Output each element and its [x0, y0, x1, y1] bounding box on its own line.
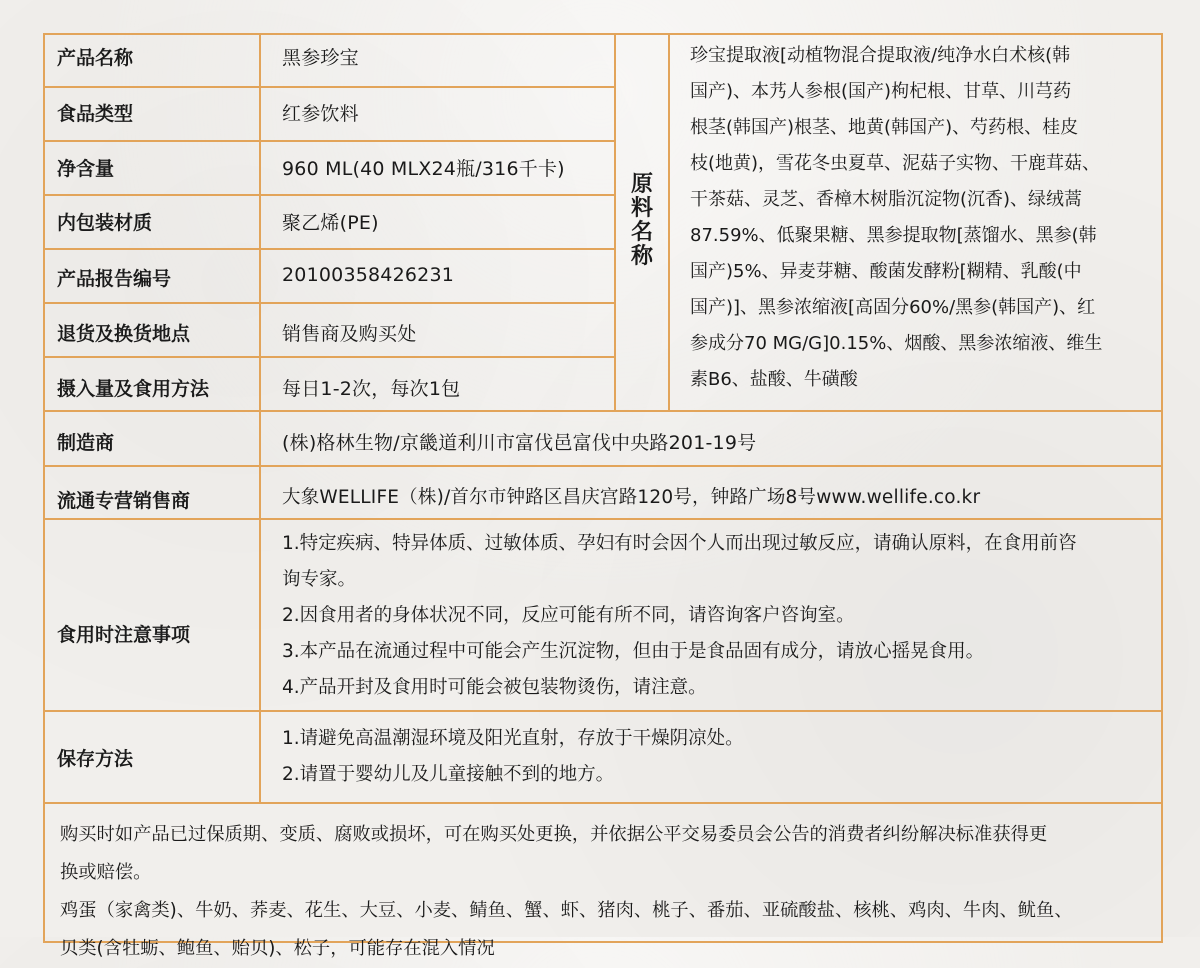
- row-value: 销售商及购买处: [282, 323, 417, 345]
- row-value: 聚乙烯(PE): [282, 212, 379, 234]
- storage-label: 保存方法: [57, 748, 134, 770]
- row-divider: [43, 248, 615, 250]
- row-divider: [43, 802, 1163, 804]
- ingredients-line: 国产)5%、异麦芽糖、酸菌发酵粉[糊精、乳酸(中: [690, 261, 1082, 282]
- row-divider: [43, 356, 615, 358]
- precaution-line: 1.特定疾病、特异体质、过敏体质、孕妇有时会因个人而出现过敏反应，请确认原料，在食用前咨: [282, 533, 1077, 554]
- row-label: 内包装材质: [57, 212, 153, 234]
- row-divider: [43, 410, 1163, 412]
- distributor-label: 流通专营销售商: [57, 490, 191, 512]
- row-value: 20100358426231: [282, 264, 455, 286]
- row-value: 每日1-2次，每次1包: [282, 378, 461, 400]
- distributor-value: 大象WELLIFE（株)/首尔市钟路区昌庆宫路120号，钟路广场8号www.wellife.co.kr: [282, 487, 981, 508]
- storage-text: [282, 721, 1152, 793]
- row-value: 960 ML(40 MLX24瓶/316千卡): [282, 158, 565, 180]
- row-label: 退货及换货地点: [57, 323, 191, 345]
- row-label: 摄入量及食用方法: [57, 378, 210, 400]
- ingredients-label-char: 原: [630, 172, 653, 197]
- row-divider: [43, 710, 1163, 712]
- row-divider: [43, 518, 1163, 520]
- row-divider: [43, 465, 1163, 467]
- precaution-line: 3.本产品在流通过程中可能会产生沉淀物，但由于是食品固有成分，请放心摇晃食用。: [282, 641, 985, 662]
- ingredients-label-char: 称: [630, 244, 653, 269]
- ingredients-line: 枝(地黄)，雪花冬虫夏草、泥菇子实物、干鹿茸菇、: [690, 153, 1101, 174]
- ingredients-line: 根茎(韩国产)根茎、地黄(韩国产)、芍药根、桂皮: [690, 117, 1079, 138]
- precaution-line: 2.因食用者的身体状况不同，反应可能有所不同，请咨询客户咨询室。: [282, 605, 855, 626]
- precautions-label: 食用时注意事项: [57, 624, 191, 646]
- row-value: 红参饮料: [282, 103, 359, 125]
- ingredients-line: 国产)]、黑参浓缩液[高固分60%/黑参(韩国产)、红: [690, 297, 1096, 318]
- manufacturer-value: (株)格林生物/京畿道利川市富伐邑富伐中央路201-19号: [282, 432, 757, 454]
- column-divider: [614, 33, 616, 411]
- row-divider: [43, 194, 615, 196]
- footer-line: 贝类(含牡蛎、鲍鱼、贻贝)、松子，可能存在混入情况: [60, 938, 495, 959]
- column-divider: [259, 33, 261, 803]
- ingredients-label-char: 料: [630, 196, 653, 221]
- ingredients-line: 国产)、本艿人参根(国产)枸杞根、甘草、川芎药: [690, 81, 1072, 102]
- row-divider: [43, 302, 615, 304]
- footer-line: 鸡蛋（家禽类)、牛奶、荞麦、花生、大豆、小麦、鲭鱼、蟹、虾、猪肉、桃子、番茄、亚硫酸盐、核桃、鸡肉、牛肉、鱿鱼、: [60, 900, 1073, 921]
- precaution-line: 询专家。: [282, 569, 357, 590]
- footer-text: [60, 816, 1155, 968]
- storage-line: 2.请置于婴幼儿及儿童接触不到的地方。: [282, 764, 615, 785]
- footer-line: 购买时如产品已过保质期、变质、腐败或损坏，可在购买处更换，并依据公平交易委员会公告的消费者纠纷解决标准获得更: [60, 824, 1048, 845]
- ingredients-line: 珍宝提取液[动植物混合提取液/纯净水白术核(韩: [690, 45, 1071, 66]
- storage-line: 1.请避免高温潮湿环境及阳光直射，存放于干燥阴凉处。: [282, 728, 744, 749]
- ingredients-line: 87.59%、低聚果糖、黑参提取物[蒸馏水、黑参(韩: [690, 225, 1097, 246]
- ingredients-label: [629, 173, 655, 269]
- row-divider: [43, 140, 615, 142]
- row-divider: [43, 86, 615, 88]
- ingredients-text: [690, 38, 1150, 398]
- ingredients-line: 素B6、盐酸、牛磺酸: [690, 369, 858, 390]
- ingredients-line: 参成分70 MG/G]0.15%、烟酸、黑参浓缩液、维生: [690, 333, 1103, 354]
- manufacturer-label: 制造商: [57, 432, 115, 454]
- footer-line: 换或赔偿。: [60, 862, 152, 883]
- row-value: 黑参珍宝: [282, 47, 359, 69]
- row-label: 食品类型: [57, 103, 134, 125]
- precautions-text: [282, 526, 1152, 706]
- row-label: 净含量: [57, 158, 115, 180]
- precaution-line: 4.产品开封及食用时可能会被包装物烫伤，请注意。: [282, 677, 707, 698]
- ingredients-line: 干茶菇、灵芝、香樟木树脂沉淀物(沉香)、绿绒蒿: [690, 189, 1083, 210]
- ingredients-label-char: 名: [630, 220, 653, 245]
- row-label: 产品报告编号: [57, 268, 172, 290]
- column-divider: [668, 33, 670, 411]
- row-label: 产品名称: [57, 47, 134, 69]
